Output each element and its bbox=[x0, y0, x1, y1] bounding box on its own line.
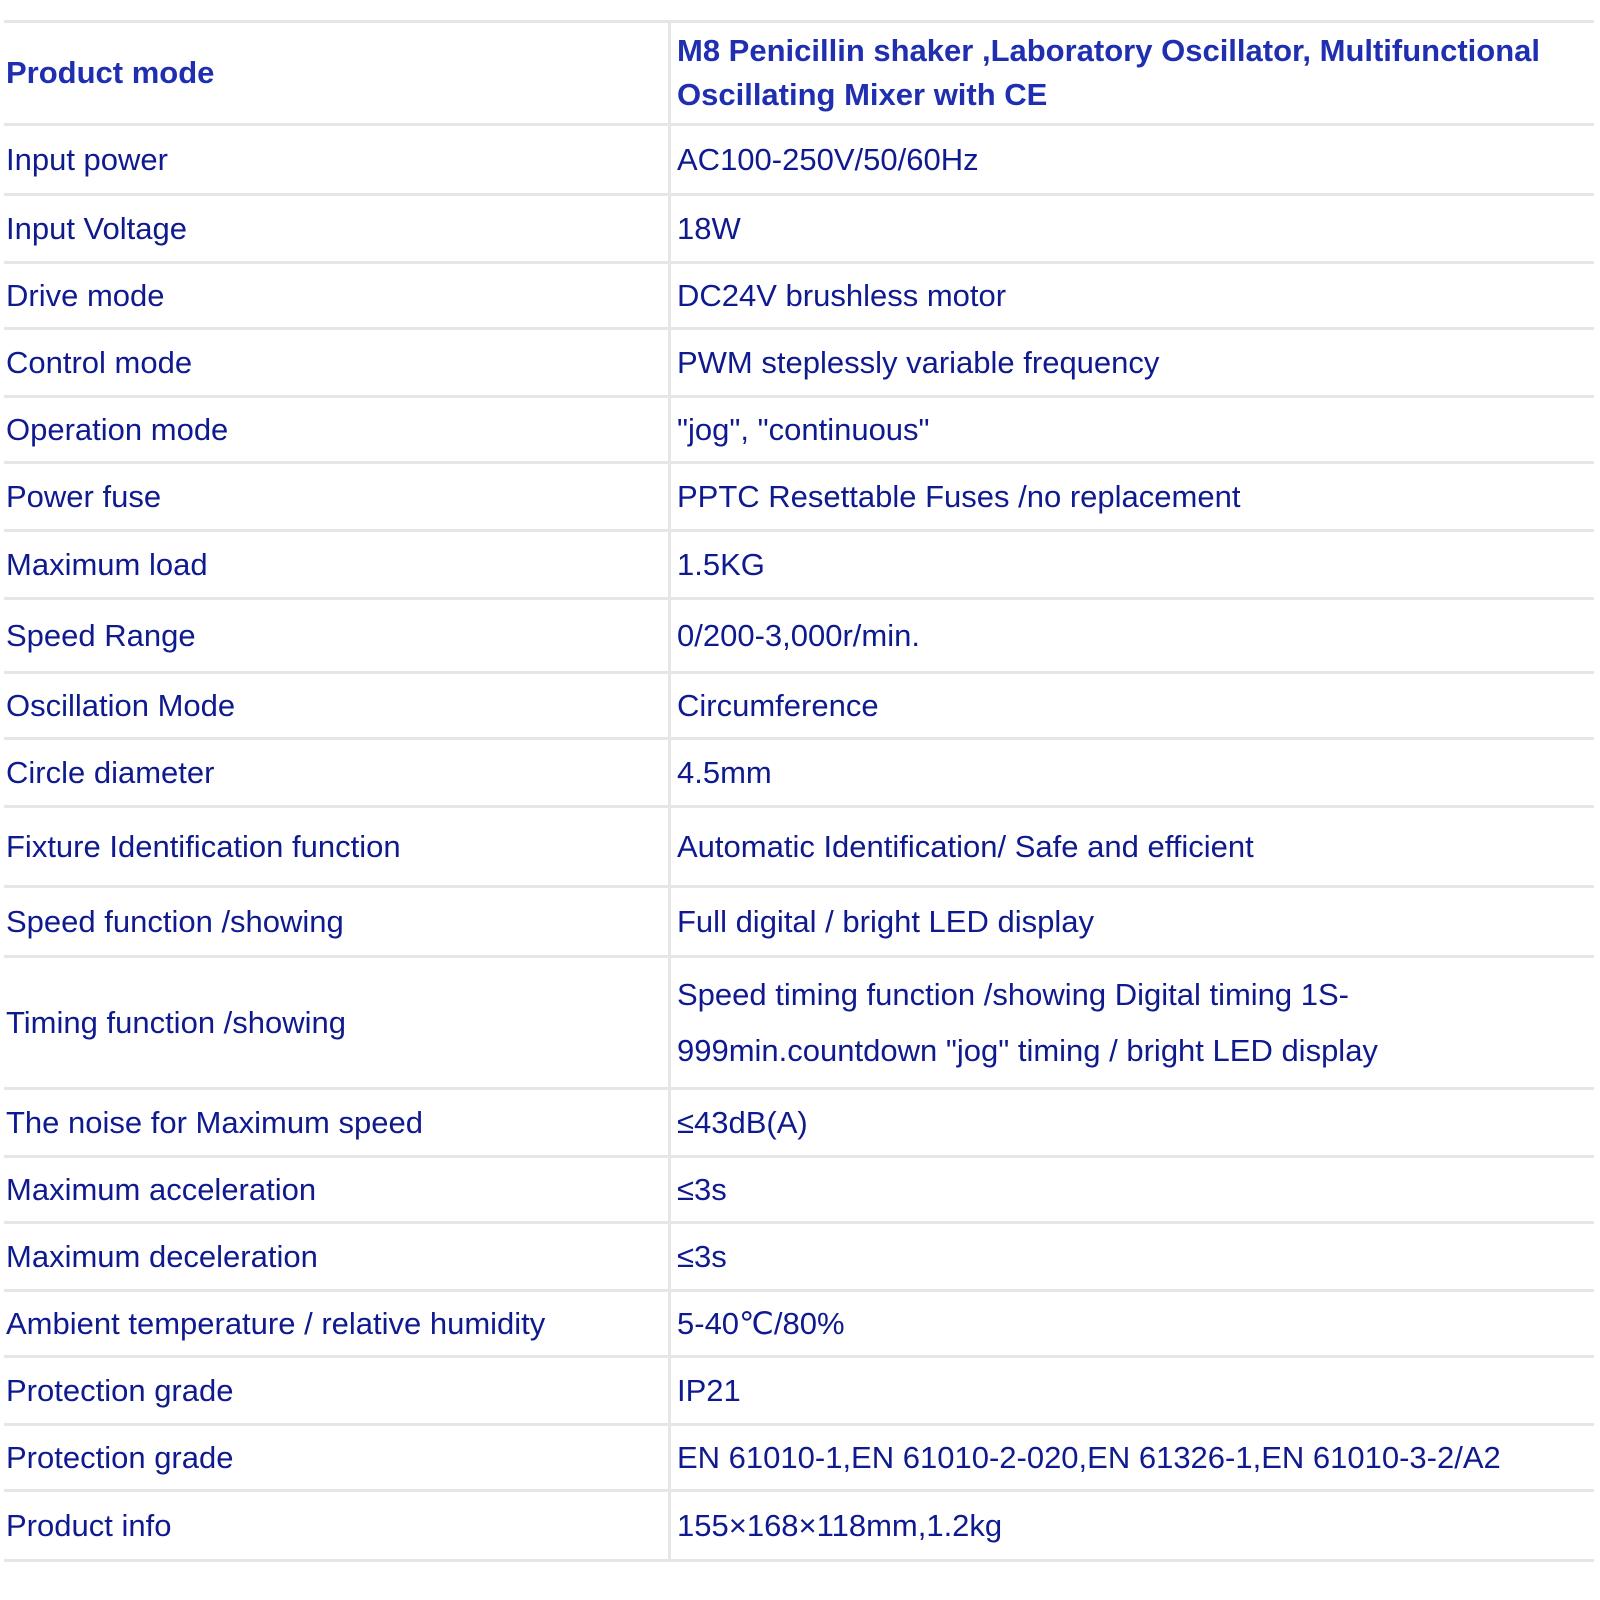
spec-value: PPTC Resettable Fuses /no replacement bbox=[670, 463, 1595, 531]
spec-label: Speed Range bbox=[4, 599, 670, 673]
table-row bbox=[4, 1157, 1594, 1223]
table-row bbox=[4, 1291, 1594, 1357]
table-row bbox=[4, 195, 1594, 263]
table-row bbox=[4, 887, 1594, 957]
table-row bbox=[4, 463, 1594, 531]
spec-label: Control mode bbox=[4, 329, 670, 397]
spec-label: Maximum acceleration bbox=[4, 1157, 670, 1223]
table-row bbox=[4, 1491, 1594, 1561]
spec-value: Speed timing function /showing Digital timing 1S-999min.countdown "jog" timing / bright LED display bbox=[670, 957, 1595, 1089]
table-row bbox=[4, 739, 1594, 807]
spec-label: Input power bbox=[4, 125, 670, 195]
spec-label: Ambient temperature / relative humidity bbox=[4, 1291, 670, 1357]
spec-value: Circumference bbox=[670, 673, 1595, 739]
spec-label: Protection grade bbox=[4, 1357, 670, 1425]
spec-label: The noise for Maximum speed bbox=[4, 1089, 670, 1157]
spec-value: ≤43dB(A) bbox=[670, 1089, 1595, 1157]
spec-label: Power fuse bbox=[4, 463, 670, 531]
table-row-product-mode bbox=[4, 22, 1594, 125]
spec-label: Protection grade bbox=[4, 1425, 670, 1491]
table-row bbox=[4, 957, 1594, 1089]
table-row bbox=[4, 531, 1594, 599]
spec-value: Full digital / bright LED display bbox=[670, 887, 1595, 957]
spec-label: Maximum deceleration bbox=[4, 1223, 670, 1291]
spec-value: ≤3s bbox=[670, 1223, 1595, 1291]
spec-value: DC24V brushless motor bbox=[670, 263, 1595, 329]
spec-value: EN 61010-1,EN 61010-2-020,EN 61326-1,EN 61010-3-2/A2 bbox=[670, 1425, 1595, 1491]
spec-label: Oscillation Mode bbox=[4, 673, 670, 739]
table-row bbox=[4, 1223, 1594, 1291]
spec-value: AC100-250V/50/60Hz bbox=[670, 125, 1595, 195]
spec-value: 18W bbox=[670, 195, 1595, 263]
spec-label: Product info bbox=[4, 1491, 670, 1561]
spec-label: Timing function /showing bbox=[4, 957, 670, 1089]
spec-label: Operation mode bbox=[4, 397, 670, 463]
table-row bbox=[4, 263, 1594, 329]
table-row bbox=[4, 807, 1594, 887]
spec-table bbox=[4, 20, 1594, 1562]
spec-value: 0/200-3,000r/min. bbox=[670, 599, 1595, 673]
spec-value: ≤3s bbox=[670, 1157, 1595, 1223]
table-row bbox=[4, 599, 1594, 673]
table-row bbox=[4, 673, 1594, 739]
spec-value: M8 Penicillin shaker ,Laboratory Oscillator, Multifunctional Oscillating Mixer with CE bbox=[670, 22, 1595, 125]
spec-label: Drive mode bbox=[4, 263, 670, 329]
table-row bbox=[4, 1357, 1594, 1425]
spec-value: 5-40℃/80% bbox=[670, 1291, 1595, 1357]
table-row bbox=[4, 125, 1594, 195]
spec-label: Input Voltage bbox=[4, 195, 670, 263]
spec-value: 1.5KG bbox=[670, 531, 1595, 599]
spec-value: 4.5mm bbox=[670, 739, 1595, 807]
spec-label: Fixture Identification function bbox=[4, 807, 670, 887]
spec-label: Circle diameter bbox=[4, 739, 670, 807]
spec-value: 155×168×118mm,1.2kg bbox=[670, 1491, 1595, 1561]
spec-value: Automatic Identification/ Safe and efficient bbox=[670, 807, 1595, 887]
spec-value: "jog", "continuous" bbox=[670, 397, 1595, 463]
spec-label: Product mode bbox=[4, 22, 670, 125]
spec-value: PWM steplessly variable frequency bbox=[670, 329, 1595, 397]
spec-label: Maximum load bbox=[4, 531, 670, 599]
spec-label: Speed function /showing bbox=[4, 887, 670, 957]
table-row bbox=[4, 397, 1594, 463]
table-row bbox=[4, 1425, 1594, 1491]
table-row bbox=[4, 329, 1594, 397]
spec-value: IP21 bbox=[670, 1357, 1595, 1425]
table-row bbox=[4, 1089, 1594, 1157]
